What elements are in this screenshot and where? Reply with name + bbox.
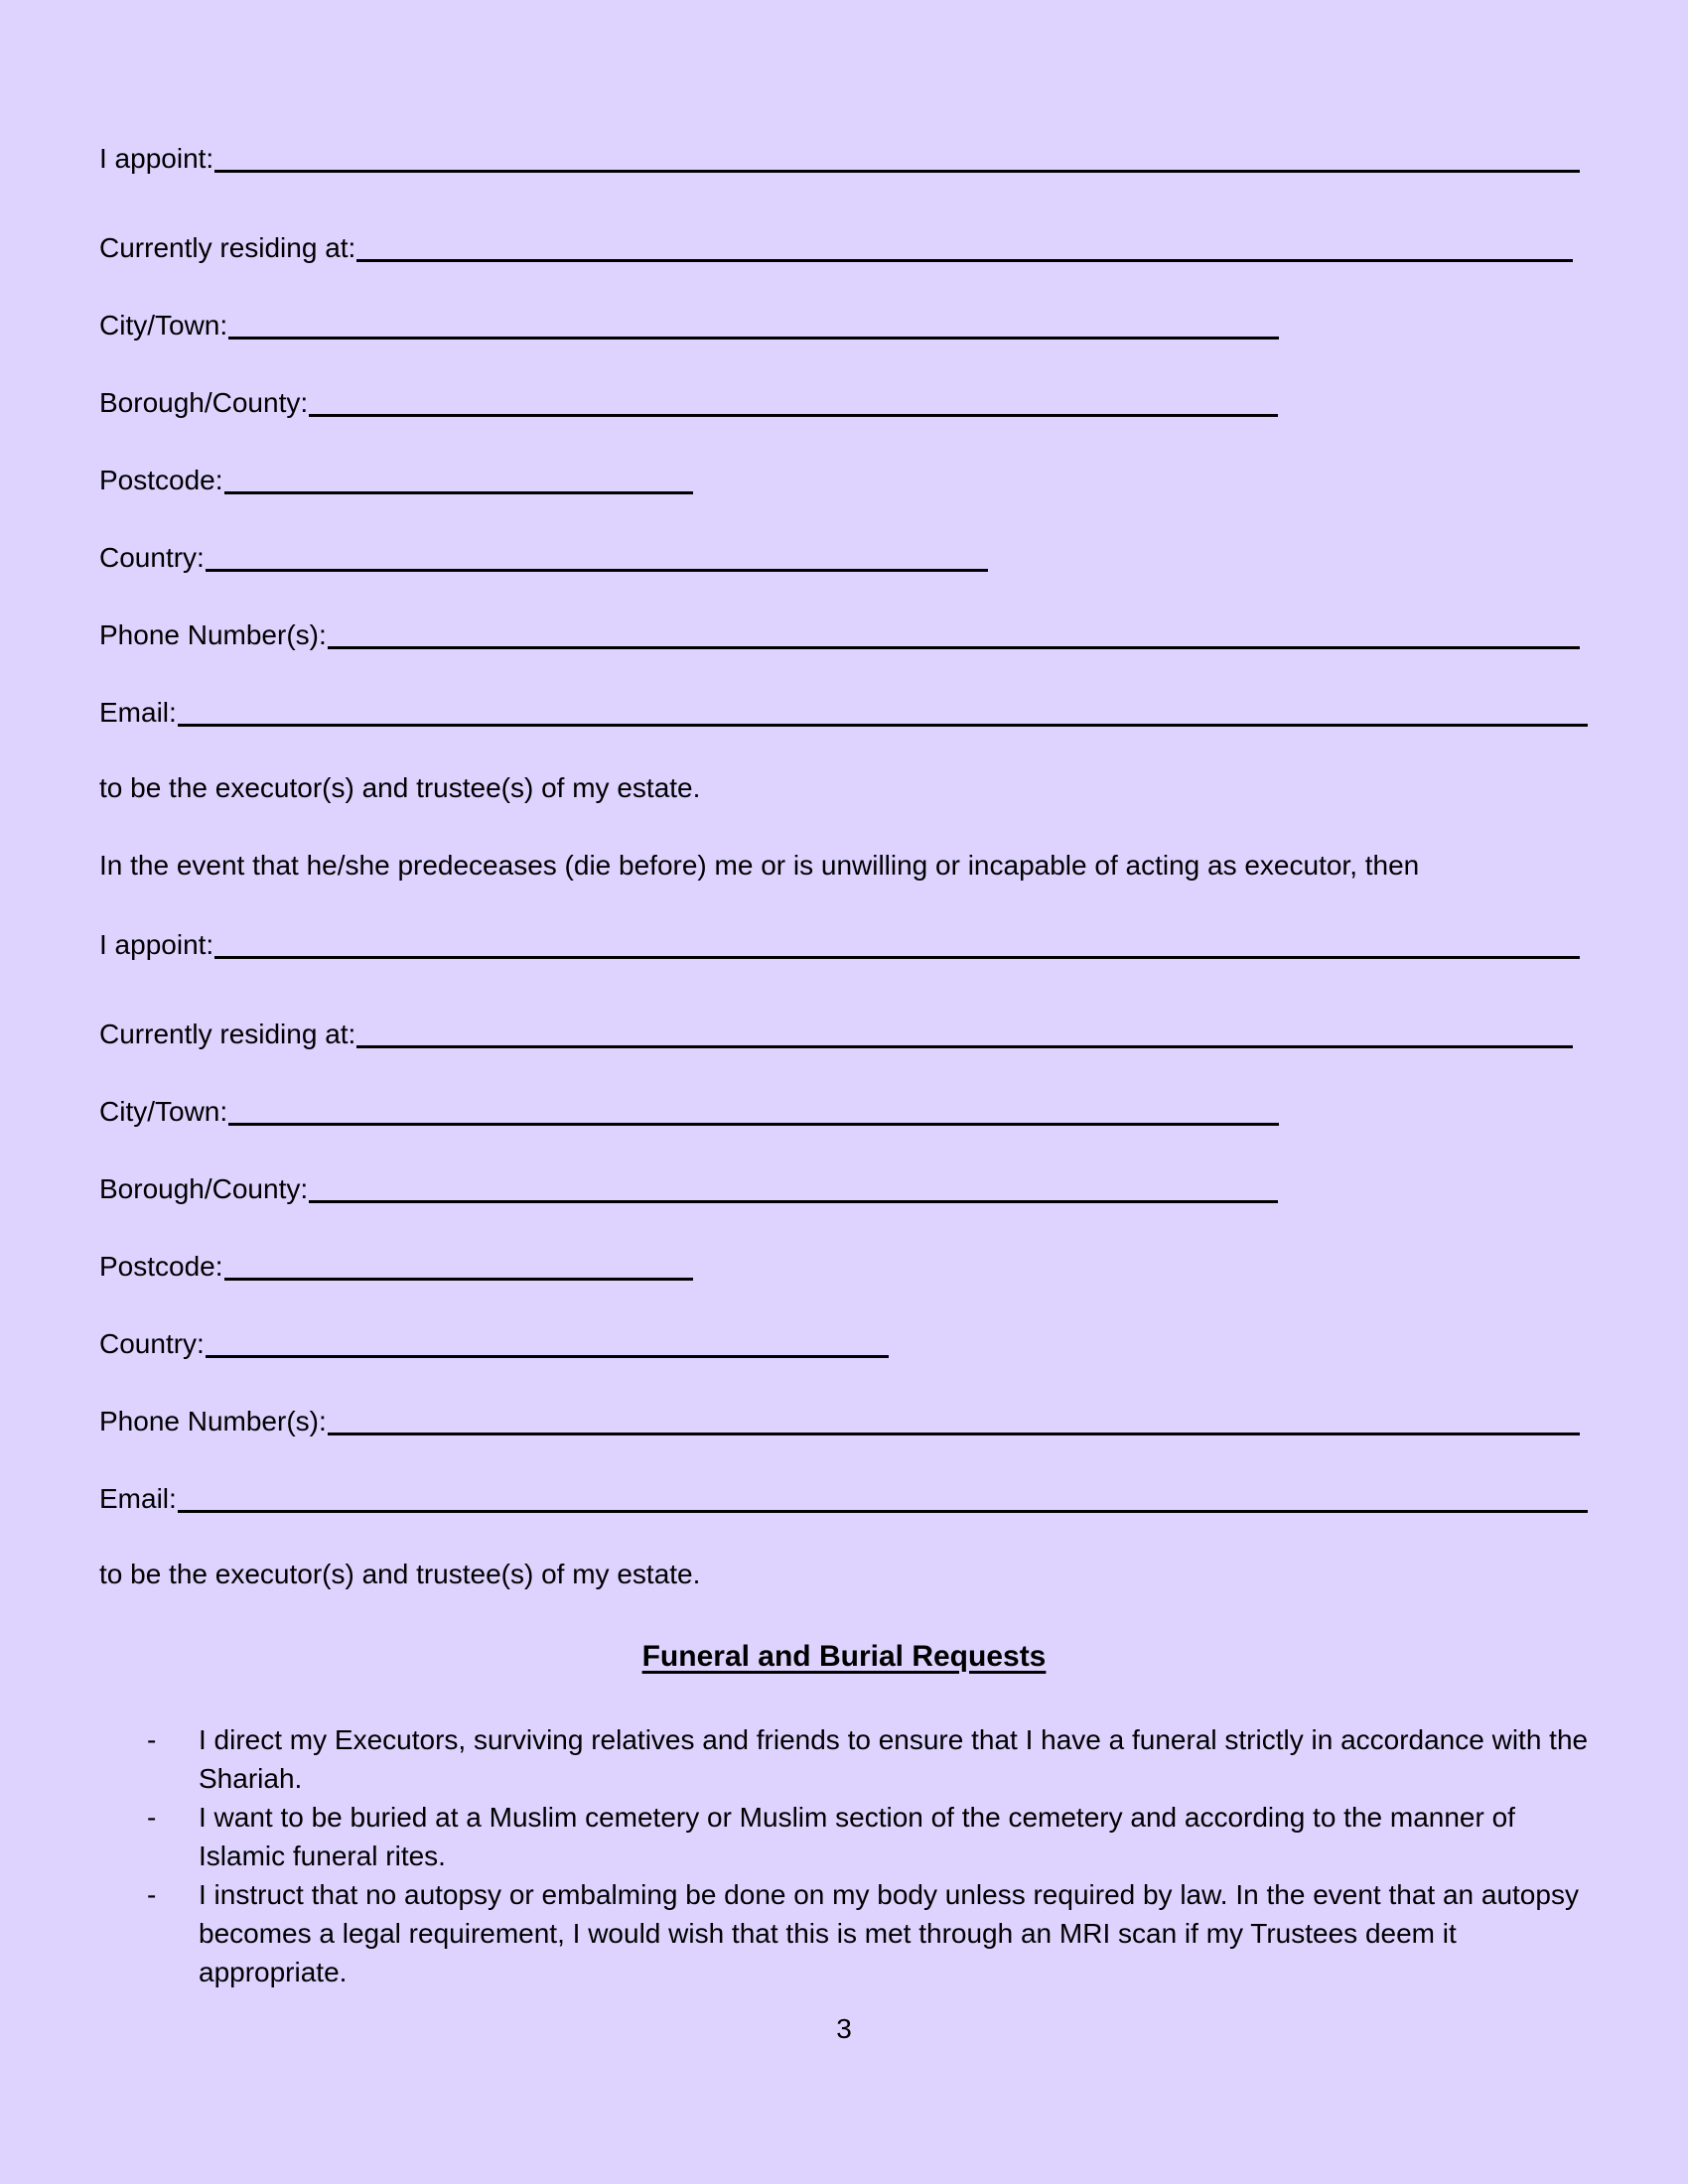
list-item-text: I direct my Executors, surviving relatives and friends to ensure that I have a funeral strictly in accordance with the Shariah. — [199, 1724, 1589, 1794]
page-number: 3 — [836, 2013, 852, 2044]
executor2-closing-text: to be the executor(s) and trustee(s) of my estate. — [99, 1559, 701, 1589]
list-item — [99, 1720, 1589, 1798]
bullet-dash: - — [147, 1879, 157, 1910]
country-input-line[interactable] — [206, 569, 988, 572]
postcode-input-line[interactable] — [224, 491, 693, 494]
email-input-line[interactable] — [178, 724, 1588, 727]
residing-input-line[interactable] — [356, 259, 1573, 262]
field-label: I appoint: — [99, 929, 214, 960]
executor2-city-row — [99, 1086, 1279, 1130]
funeral-request-list — [99, 1720, 1589, 1991]
country-input-line[interactable] — [206, 1355, 889, 1358]
executor1-closing-text: to be the executor(s) and trustee(s) of my estate. — [99, 772, 701, 803]
field-label: Postcode: — [99, 465, 223, 495]
phone-input-line[interactable] — [328, 646, 1580, 649]
executor2-appoint-row — [99, 919, 1580, 963]
executor1-residing-row — [99, 222, 1573, 266]
executor2-borough-row — [99, 1163, 1278, 1207]
field-label: Email: — [99, 1483, 177, 1514]
executor1-city-row — [99, 300, 1279, 343]
list-item — [99, 1798, 1589, 1875]
residing-input-line[interactable] — [356, 1045, 1573, 1048]
field-label: Country: — [99, 1328, 205, 1359]
email-input-line[interactable] — [178, 1510, 1588, 1513]
executor2-country-row — [99, 1318, 889, 1362]
field-label: Country: — [99, 542, 205, 573]
executor2-phone-row — [99, 1396, 1580, 1439]
appoint-input-line[interactable] — [214, 170, 1580, 173]
funeral-heading: Funeral and Burial Requests — [641, 1640, 1047, 1673]
executor2-email-row — [99, 1473, 1588, 1517]
city-input-line[interactable] — [228, 1123, 1279, 1126]
executor1-phone-row — [99, 610, 1580, 653]
bullet-dash: - — [147, 1724, 157, 1755]
field-label: Phone Number(s): — [99, 1406, 327, 1436]
field-label: Postcode: — [99, 1251, 223, 1282]
field-label: City/Town: — [99, 1096, 228, 1127]
executor2-residing-row — [99, 1009, 1573, 1052]
field-label: Currently residing at: — [99, 1019, 356, 1049]
field-label: City/Town: — [99, 310, 228, 341]
borough-input-line[interactable] — [309, 1200, 1278, 1203]
executor1-postcode-row — [99, 455, 693, 498]
executor2-postcode-row — [99, 1241, 693, 1285]
appoint-input-line[interactable] — [214, 956, 1580, 959]
city-input-line[interactable] — [228, 337, 1279, 340]
phone-input-line[interactable] — [328, 1433, 1580, 1435]
executor1-country-row — [99, 532, 988, 576]
executor1-appoint-row — [99, 133, 1580, 177]
executor1-borough-row — [99, 377, 1278, 421]
field-label: Currently residing at: — [99, 232, 356, 263]
list-item-text: I instruct that no autopsy or embalming be done on my body unless required by law. In the event that an autopsy becomes a legal requirement, I would wish that this is met through an MRI scan if my Trustees deem it appropriate. — [199, 1879, 1579, 1987]
postcode-input-line[interactable] — [224, 1278, 693, 1281]
substitute-clause-text: In the event that he/she predeceases (die before) me or is unwilling or incapable of acting as executor, then — [99, 850, 1420, 881]
borough-input-line[interactable] — [309, 414, 1278, 417]
list-item — [99, 1875, 1589, 1991]
bullet-dash: - — [147, 1802, 157, 1833]
field-label: Borough/County: — [99, 387, 309, 418]
field-label: Borough/County: — [99, 1173, 309, 1204]
list-item-text: I want to be buried at a Muslim cemetery or Muslim section of the cemetery and according to the manner of Islamic funeral rites. — [199, 1802, 1515, 1871]
executor1-email-row — [99, 687, 1588, 731]
field-label: Phone Number(s): — [99, 619, 327, 650]
field-label: Email: — [99, 697, 177, 728]
field-label: I appoint: — [99, 143, 214, 174]
